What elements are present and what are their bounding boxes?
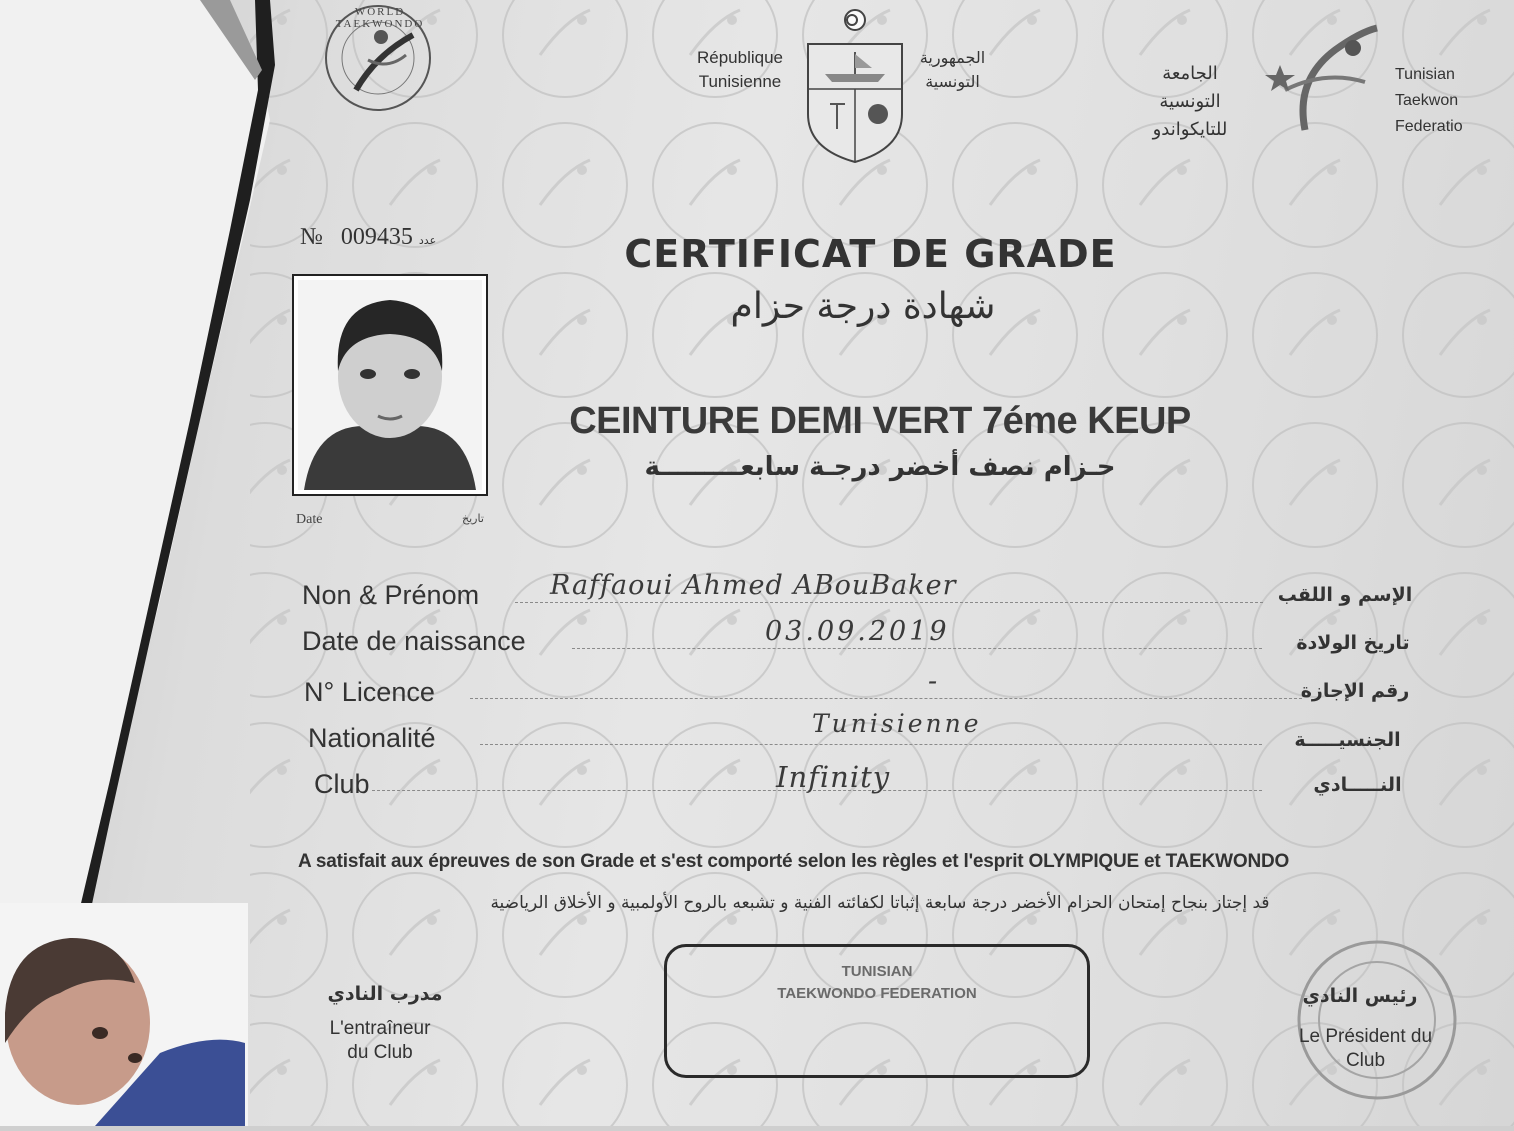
nationality-value: Tunisienne	[812, 709, 982, 738]
president-fr-line2: Club	[1345, 1050, 1386, 1071]
coach-label-fr	[295, 1017, 465, 1065]
nationality-label-ar: الجنسيـــــة	[1294, 729, 1401, 751]
birthdate-value: 03.09.2019	[765, 616, 950, 647]
number-ar: عدد	[418, 234, 437, 247]
secondary-photo	[0, 903, 248, 1126]
photo-date-label: Date	[296, 512, 323, 527]
photo-frame	[292, 274, 488, 496]
coach-label-ar: مدرب النادي	[327, 983, 443, 1005]
student-photo	[294, 276, 486, 494]
president-fr-line1: Le Président du	[1298, 1026, 1433, 1047]
statement-ar: قد إجتاز بنجاح إمتحان الحزام الأخضر درجة سابعة إثباتا لكفائته الفنية و تشبعه بالروح الأولمبية و الأخلاق الرياضية	[490, 893, 1270, 913]
stamp-text	[747, 961, 1007, 1005]
stamp-line1: TUNISIAN	[841, 963, 913, 980]
federation-ar-line2: التونسية	[1159, 91, 1221, 112]
nationality-label: Nationalité	[308, 723, 436, 753]
secondary-photo-image	[0, 903, 248, 1126]
club-label: Club	[314, 769, 370, 799]
federation-en-line1: Tunisian	[1395, 66, 1455, 83]
birthdate-line	[572, 648, 1262, 649]
stamp-line2: TAEKWONDO FEDERATION	[777, 985, 977, 1002]
federation-ar-line1: الجامعة	[1162, 63, 1218, 84]
tunisian-taekwondo-federation-logo	[1265, 20, 1390, 140]
certificate-title-fr: CERTIFICAT DE GRADE	[624, 232, 1117, 276]
republic-fr	[675, 46, 805, 94]
federation-stamp-box	[664, 944, 1090, 1078]
birthdate-label-ar: تاريخ الولادة	[1296, 632, 1410, 654]
licence-line	[470, 698, 1302, 699]
republic-ar-line1: الجمهورية	[919, 48, 986, 67]
certificate-number	[300, 224, 436, 251]
president-label-fr	[1268, 1025, 1463, 1073]
tunisia-coat-of-arms	[800, 4, 910, 164]
coach-fr-line1: L'entraîneur	[329, 1018, 431, 1039]
photo-date-ar: تاريخ	[462, 512, 484, 525]
number-value: 009435	[340, 224, 413, 250]
federation-en	[1395, 62, 1510, 140]
name-label: Non & Prénom	[302, 580, 480, 610]
republic-fr-line2: Tunisienne	[698, 72, 782, 91]
federation-en-line2: Taekwon	[1395, 92, 1459, 109]
licence-value: -	[928, 666, 939, 697]
club-round-stamp	[1292, 935, 1462, 1105]
name-line	[515, 602, 1263, 603]
name-value: Raffaoui Ahmed ABouBaker	[550, 570, 957, 601]
republic-ar	[905, 46, 1000, 94]
certificate-title-ar: شهادة درجة حزام	[730, 286, 996, 327]
coach-fr-line2: du Club	[347, 1042, 413, 1063]
birthdate-label: Date de naissance	[302, 626, 526, 656]
republic-fr-line1: République	[696, 48, 783, 67]
grade-ar: حـزام نصف أخضر درجـة سابعـــــــــة	[644, 452, 1116, 482]
number-symbol: №	[300, 224, 323, 250]
federation-ar-line3: للتايكواندو	[1152, 119, 1228, 140]
name-label-ar: الإسم و اللقب	[1277, 584, 1413, 606]
club-value: Infinity	[776, 760, 891, 794]
grade-fr: CEINTURE DEMI VERT 7éme KEUP	[569, 400, 1191, 442]
world-logo-text: WORLD TAEKWONDO	[335, 6, 425, 30]
licence-label-ar: رقم الإجازة	[1300, 680, 1410, 702]
nationality-line	[480, 744, 1262, 745]
federation-ar	[1120, 60, 1260, 144]
club-label-ar: النـــــادي	[1313, 774, 1402, 796]
licence-label: N° Licence	[304, 677, 435, 707]
republic-ar-line2: التونسية	[925, 72, 980, 91]
statement-fr: A satisfait aux épreuves de son Grade et s'est comporté selon les règles et l'esprit OLYMPIQUE et TAEKWONDO	[298, 851, 1290, 872]
federation-en-line3: Federatio	[1395, 118, 1463, 135]
president-label-ar: رئيس النادي	[1302, 985, 1418, 1007]
